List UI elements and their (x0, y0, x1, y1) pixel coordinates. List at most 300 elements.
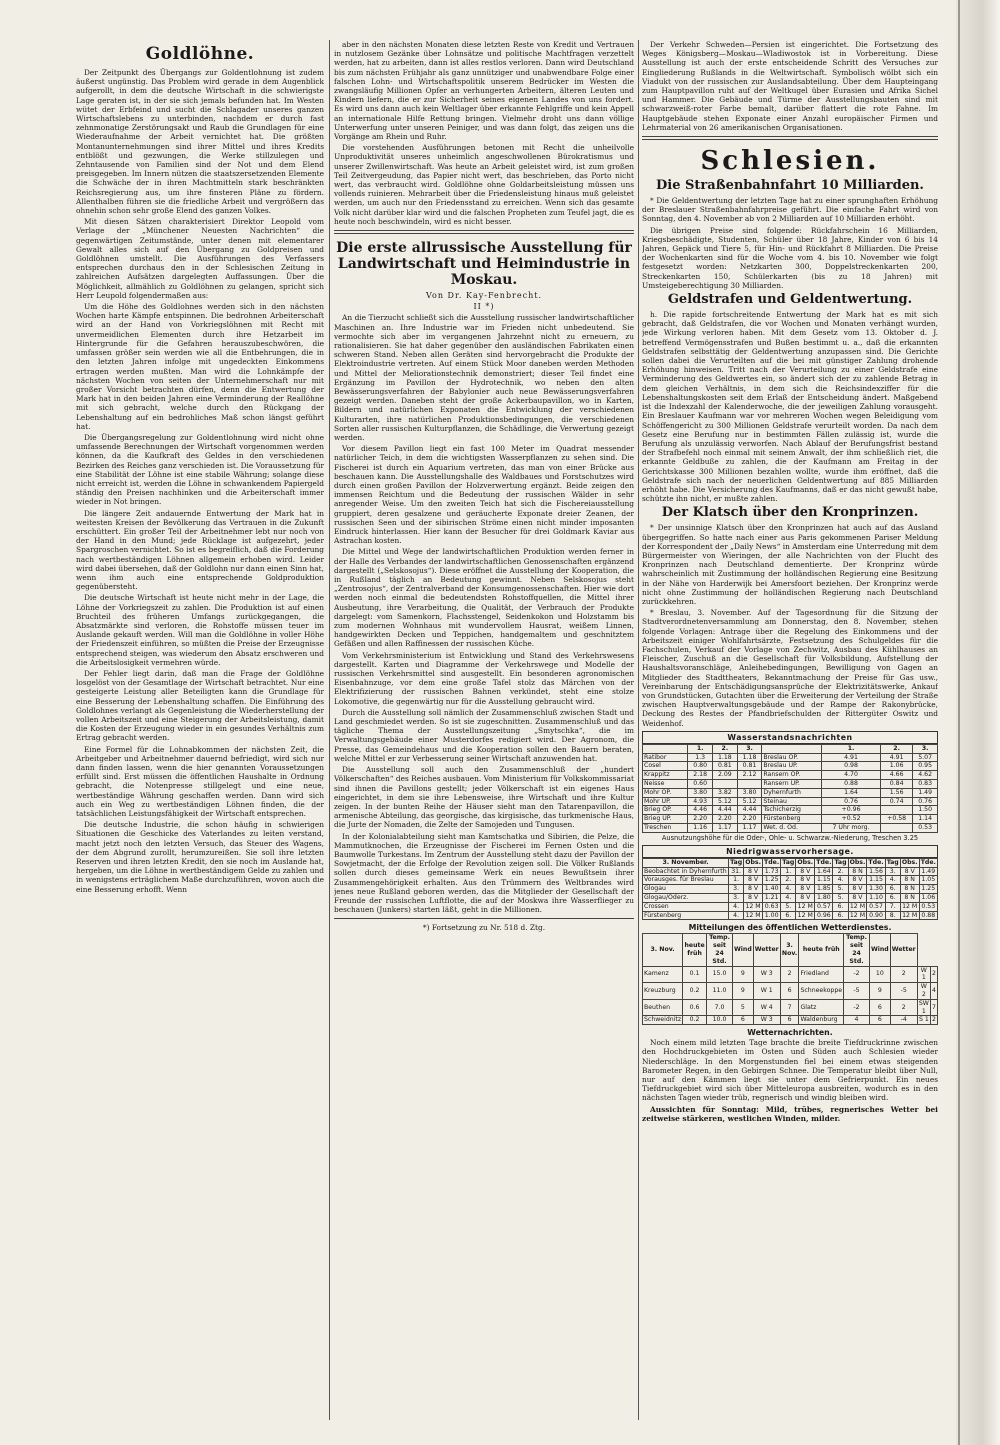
paragraph: Um die Höhe des Goldlohnes werden sich in den nächsten Wochen harte Kämpfe entspinnen. Die bedrohnen Arbeiterschaft wird an der Hand von Vorkriegslöhnen mit Recht mit unvermeidlichen Elementen durch ihre Hetzarbeit im Hintergrunde für die Gefahren herauszubeschwören, die umfassen größer sein werden wie all die Entbehrungen, die in den letzten Jahren infolge mit ungedeckten Einkommens ertragen werden mußten. Man wird die Lohnkämpfe der nächsten Wochen von seiten der Unternehmerschaft nur mit großer Vorsicht betrachten dürfen, denn die Entwertung der Mark hat in den beiden Jahren eine Verminderung der Reallöhne mit sich gebracht, welche durch den Rückgang der Lebenshaltung auf ein bedrohliches Maß schon längst geführt hat. (76, 302, 324, 431)
table-cell: 2.18 (688, 771, 713, 780)
table-cell: 4.91 (822, 753, 881, 762)
water-level-table (642, 744, 938, 833)
table-cell: -2 (844, 966, 870, 983)
paragraph: Vor diesem Pavillon liegt ein fast 100 Meter im Quadrat messender natürlicher Teich, in dem die wichtigsten Wasserpflanzen zu sehen sind. Die Fischerei ist durch ein Aquarium vertreten, das man von einer Brücke aus beschauen kann. Die Ausstellungshalle des Waldbaues und Forstschutzes wird durch einen großen Pavillon der Holzverwertung ergänzt. Beide zeigen den immensen Reichtum und die Bedeutung der russischen Wälder in sehr anregender Weise. Um den zweiten Teich hat sich die Fischereiausstellung gruppiert, deren gesalzene und geräucherte Exponate dreier Zeanen, der russischen Seen und der sibirischen Ströme einen nicht minder imposanten Eindruck hinterlassen. Hier kann der Besucher für drei Goldmark Kaviar aus Astrachan kosten. (334, 444, 634, 546)
table-cell: 1.17 (713, 823, 738, 832)
table-cell: Wet. d. Od. (762, 823, 822, 832)
table-cell: 8 V (796, 893, 815, 902)
table-cell: 0.6 (683, 999, 707, 1016)
table-cell: Glogau (643, 885, 729, 894)
table-cell: 8. (885, 911, 900, 920)
table-cell: 0.90 (867, 911, 885, 920)
paragraph: Mit diesen Sätzen charakterisiert Direktor Leopold vom Verlage der „Münchener Neuesten Nachrichten“ die gegenwärtigen Zeitumstände, unter denen mit elementarer Gewalt alles sich auf den Übergang zu Goldpreisen und Goldlöhnen umstellt. Die Ausführungen des Verfassers entsprechen durchaus den in der Schlesischen Zeitung in zahlreichen Aufsätzen dargelegten Auffassungen. Über die Möglichkeit, allmählich zu Goldlöhnen zu gelangen, spricht sich Herr Leupold folgendermaßen aus: (76, 217, 324, 300)
article-body-money (642, 310, 938, 503)
table-row (643, 823, 938, 832)
paragraph: An die Tierzucht schließt sich die Ausstellung russischer landwirtschaftlicher Maschinen an. Ihre Industrie war im Frieden nicht unbedeutend. Sie vermochte sich aber im vergangenen Jahrzehnt nicht zu erneuern, zu rationalisieren. Sie hat daher gegenüber den ausländischen Fabrikaten einen schweren Stand. Neben allen Geräten sind hervorgebracht die Produkte der Elektroindustrie vertreten. Auf einem Stück Moor daneben werden Methoden und Mittel der Meliorationstechnik demonstriert; dieser Teil findet eine Ergänzung im Pavillon der Hydrotechnik, wo neben den alten Bewässerungsverfahren der Babylonier auch neue Bewässerungsverfahren gezeigt werden. Daneben steht der große Ackerbaupavillon, wo in Karten, Bildern und natürlichen Exponaten die Entwicklung der verschiedenen Kulturarten, ihre natürlichen Produktionsbedingungen, die verschiedenen Sorten aller russischen Kulturpflanzen, die Schädlinge, die Verwertung gezeigt werden. (334, 313, 634, 442)
table-cell: 15.0 (707, 966, 733, 983)
table-cell: 2.20 (713, 815, 738, 824)
paragraph: h. Die rapide fortschreitende Entwertung der Mark hat es mit sich gebracht, daß Geldstrafen, die vor Wochen und Monaten verhängt wurden, jede Wirkung verloren haben. Mit dem Gesetz vom 13. Oktober d. J. betreffend Vermögensstrafen und Bußen bestimmt u. a., daß die erkannten Geldstrafen selbsttätig der Geldentwertung anzupassen sind. Die Gerichte sollen dabei die Verurteilten auf die bei mit günstiger Zahlung drohende Erhöhung hinweisen. Tritt nach der Verurteilung zu einer Geldstrafe eine Verminderung des Geldwertes ein, so ändert sich der zu zahlende Betrag in dem gleichen Verhältnis, in dem sich die Reichsindexziffer für die Lebenshaltungskosten seit dem Erlaß der Entscheidung ändert. Maßgebend ist die Indexzahl der Kalenderwoche, die der jeweiligen Zahlung vorausgeht. Ein Breslauer Kaufmann war vor mehreren Wochen wegen Beleidigung vom Schöffengericht zu 300 Millionen Geldstrafe verurteilt worden. Da nach dem Gesetz eine Berufung nur in bestimmten Fällen zulässig ist, wurde die Berufung als unzulässig verworfen. Nach Ablauf der Berufungsfrist bestand der Strafbefehl noch einmal mit seinem Anwalt, der ihm schließlich riet, die erkannte Geldbuße zu zahlen, die der Kaufmann am Freitag in der Gerichtskasse 300 Millionen bezahlen wollte, wurde ihm eröffnet, daß die Geldstrafe sich nach der neuerlichen Geldentwertung auf 885 Milliarden erhöht habe. Die Versicherung des Kaufmanns, daß er das nicht gewußt habe, schützte ihn nicht, er mußte zahlen. (642, 310, 938, 504)
table-cell: Schweidnitz (644, 1016, 682, 1024)
table-row (643, 797, 938, 806)
table-cell: 10.0 (707, 1016, 733, 1025)
table-cell: 4.44 (713, 806, 738, 815)
table-cell: Neisse (643, 779, 688, 788)
paragraph: aber in den nächsten Monaten diese letzten Reste von Kredit und Vertrauen in nutzlosem Gezänke über Lohnsätze und politische Machtfragen verzettelt werden, hat zu arbeiten, dann ist alles restlos verloren. Dann wird Deutschland bis zum nächsten Frühjahr als ganz unnütziger und unabwendbare Folge einer falschen Lohn- und Wirtschaftspolitik unserem Bedrücker im Westen die zwangsläufig Millionen Opfer an verhungerten Arbeitern, älteren Leuten und Kindern liefern, die er zur Sicherheit seines eigenen Landes von uns fordert. Es wird uns dann auch kein Weltlager über erkannte Fehlgriffe und kein Appell an internationale Hilfe Rettung bringen. Vielmehr droht uns dann völlige Unterwerfung unter unseren Peiniger, und was dann folgt, das zeigen uns die Vorgänge am Rhein und Ruhr. (334, 40, 634, 142)
low-water-date: 3. November. (643, 858, 729, 867)
table-cell: 0.53 (913, 823, 938, 832)
table-cell: 10 (869, 966, 890, 983)
byline: Von Dr. Kay-Fenbrecht. (425, 291, 543, 301)
table-cell: 0.80 (688, 762, 713, 771)
table-cell: 5.07 (913, 753, 938, 762)
table-cell: 31. (729, 867, 744, 876)
paragraph: Die deutsche Wirtschaft ist heute nicht mehr in der Lage, die Löhne der Vorkriegszeit zu zahlen. Die Produktion ist auf einen Bruchteil des früheren Umfangs zurückgegangen, die Absatzmärkte sind verloren, die Rohstoffe müssen teuer im Auslande gekauft werden. Will man die Goldlöhne in voller Höhe der Friedenszeit einführen, so müßten die Preise der Erzeugnisse entsprechend steigen, was wiederum den Absatz erschweren und die Arbeitslosigkeit vermehren würde. (76, 593, 324, 667)
table-cell: 4.62 (913, 771, 938, 780)
table-header-cell: 3. (737, 744, 762, 753)
table-header-cell: Obs. (849, 858, 866, 866)
article-body-tram (642, 196, 938, 290)
table-cell: 1.49 (919, 867, 937, 876)
table-cell: 0.74 (880, 797, 912, 806)
table-cell: 8 V (796, 867, 815, 876)
section-title-schlesien: Schlesien. (700, 146, 880, 177)
weather-obs-title: Mitteilungen des öffentlichen Wetterdienstes. (688, 923, 892, 933)
table-cell: Brieg OP. (643, 806, 688, 815)
forecast-outlook: Aussichten für Sonntag: Mild, trübes, regnerisches Wetter bei zeitweise stärkeren, westlichen Winden, milder. (642, 1104, 938, 1123)
table-row (643, 999, 938, 1016)
table-cell: 12 M (902, 911, 918, 919)
table-cell: 1.25 (762, 876, 780, 885)
table-cell: 4. (729, 902, 744, 911)
table-cell: 3. (729, 885, 744, 894)
table-cell: 6. (885, 885, 900, 894)
table-cell: 0.98 (822, 762, 881, 771)
table-header-cell: 2. (713, 744, 738, 753)
divider (642, 136, 938, 140)
table-row (643, 1016, 938, 1025)
table-cell: 2.12 (737, 771, 762, 780)
table-cell: 8 N (848, 867, 867, 876)
table-header-cell: Temp. seit 24 Std. (707, 934, 733, 966)
table-cell: Beobachtet in Dyhernfurth (644, 867, 727, 875)
table-cell: 0.88 (822, 779, 881, 788)
table-cell: +0.58 (880, 815, 912, 824)
table-cell: 12 M (797, 902, 813, 910)
article-title-crown: Der Klatsch über den Kronprinzen. (661, 505, 919, 521)
table-cell: 4. (781, 885, 796, 894)
table-header-cell: Tag (730, 858, 743, 866)
table-row (643, 762, 938, 771)
paragraph: Die Übergangsregelung zur Goldentlohnung wird nicht ohne umfassende Berechnungen der Wirtschaft vorgenommen werden können, da die Kaufkraft des Geldes in den verschiedenen Bezirken des Reiches ganz verschieden ist. Die Voraussetzung für eine Stabilität der Löhne ist eine stabile Währung; solange diese nicht erreicht ist, werden die Löhne in schwankendem Papiergeld ständig den Preisen nachhinken und die Arbeiterschaft immer wieder in Not bringen. (76, 432, 324, 507)
paragraph: Der Verkehr Schweden—Persien ist eingerichtet. Die Fortsetzung des Weges Königsberg—Moskau—Wladiwostok ist in Vorbereitung. Diese Ausstellung ist auch der erste entscheidende Schritt des Versuches zur Eingliederung Rußlands in die Weltwirtschaft. Symbolisch wölbt sich ein Viadukt von der russischen zur Auslandsabteilung. Über dem Haupteingang zum Hauptpavillon ruht auf der Weltkugel über Eurasien und Afrika Sichel und Hammer. Die Gebäude und Türme der Ausstellungsbauten sind mit schwarzweiß-roter Farbe bemalt, darüber flattert die rote Fahne. Im Hauptgebäude stehen Exponate einer Anzahl europäischer Firmen und Lehrmaterial von 26 amerikanischen Organisationen. (642, 40, 938, 132)
table-cell: 8 V (848, 893, 867, 902)
table-row (643, 771, 938, 780)
table-cell: Ransern OP. (762, 771, 822, 780)
table-cell: 1.21 (762, 893, 780, 902)
table-cell: 1.49 (913, 788, 938, 797)
paragraph: Die Mittel und Wege der landwirtschaftlichen Produktion werden ferner in der Halle des Verbandes der landwirtschaftlichen Genossenschaften ergänzend dargestellt („Selskosojus“). Diese eröffnet die Ausstellung der Kooperation, die in Rußland täglich an Bedeutung gewinnt. Neben Selskosojus steht „Zentrosojus“, der Zentralverband der Konsumgenossenschaften. Hier wie dort werden noch einmal die bedeutendsten Rohstoffquellen, die Mittel ihrer Ausbeutung, ihre Verarbeitung, die Qualität, der Verbrauch der Produkte dargelegt: vom Samenkorn, Flachsstengel, Seidenkokon und Holzstamm bis zum modernen Wohnhaus mit wundervollem Hausrat, weißem Linnen, handgewirkten Decken und Teppichen, handgemaltem und geschnitztem Gefäßen und allen Raffinessen der russischen Küche. (334, 547, 634, 649)
table-cell: 1.17 (737, 823, 762, 832)
table-cell: 12 M (745, 911, 761, 919)
table-cell: 8 V (744, 885, 763, 894)
paragraph: Der Zeitpunkt des Übergangs zur Goldentlohnung ist zudem äußerst ungünstig. Das Problem wird gerade in dem Augenblick aufgerollt, in dem die deutsche Wirtschaft in die schwierigste Lage geraten ist, in der sie sich jemals befunden hat. Im Westen wütet der Erbfeind und sucht die Schlagader unseres ganzen Wirtschaftslebens zu unterbinden, nachdem er durch fast zehnmonatige Zerstörungsakt und Raub die Grundlagen für eine Wiederaufnahme der Arbeit vernichtet hat. Die größten Montanunternehmungen sind ihrer Mittel und ihres Kredits entblößt und gezwungen, die Werke stillzulegen und Zehntausende von Familien sind der Not und dem Elend preisgegeben. Im Innern nützen die staatszersetzenden Elemente die Schwäche der in ihren Machtmitteln stark beschränkten Reichsregierung aus, um ihre finsteren Pläne zu fördern. Allenthalben führen sie die friedliche Arbeit und vergrößern das ohnehin schon sehr große Elend des ganzen Volkes. (76, 68, 324, 216)
table-cell: 0.76 (822, 797, 881, 806)
table-cell: 1.85 (815, 885, 833, 894)
table-cell: +0.52 (822, 815, 881, 824)
table-row (643, 788, 938, 797)
table-cell: -5 (890, 983, 917, 1000)
paragraph: Vom Verkehrsministerium ist Entwicklung und Stand des Verkehrswesens dargestellt. Karten und Diagramme der Verkehrswege und Modelle der russischen Verkehrsmittel sind ausgestellt. Ein besonderen agronomischen Eisenbahnzuge, vor dem eine große Tafel stolz das Märchen von der Elektrifizierung der russischen Bahnen verkündet, steht eine stolze Lokomotive, die gegenwärtig nur für die Ausstellung gebraucht wird. (334, 650, 634, 706)
table-cell: 8 V (744, 893, 763, 902)
table-cell: 1.06 (919, 893, 937, 902)
table-cell: Mohr UP. (643, 797, 688, 806)
paragraph: * Die Geldentwertung der letzten Tage hat zu einer sprunghaften Erhöhung der Breslauer Straßenbahnfahrpreise geführt. Die einfache Fahrt wird von Sonntag, den 4. November ab von 2 Milliarden auf 10 Milliarden erhöht. (642, 196, 938, 224)
table-cell: Fürstenberg (643, 911, 729, 920)
article-body-goldloehne (76, 68, 324, 894)
table-cell: 8 V (796, 885, 815, 894)
table-cell: Schneekoppe (799, 983, 844, 1000)
table-cell: 11.0 (707, 983, 733, 1000)
table-cell: 8 V (744, 867, 763, 876)
table-header-cell: Tag (782, 858, 795, 866)
table-cell: 1.18 (713, 753, 738, 762)
table-cell: 1.00 (762, 911, 780, 920)
table-cell: -4 (890, 1016, 917, 1025)
paragraph: * Der unsinnige Klatsch über den Kronprinzen hat auch auf das Ausland übergegriffen. So hatte nach einer aus Paris gekommenen Pariser Meldung der Korrespondent der „Daily News“ in Amsterdam eine Unterredung mit dem Bürgermeister von Wieringen, der alle Nachrichten von der Flucht des Kronprinzen nach Deutschland dementierte. Der Kronprinz würde wahrscheinlich mit Zustimmung der holländischen Regierung eine Besitzung in der Nähe von Harderwijk bei Amersfoort beziehen. Der Kronprinz werde nicht ohne Zustimmung der holländischen Regierung nach Deutschland zurückkehren. (642, 523, 938, 606)
column-schlesien (642, 40, 938, 1420)
table-cell: 8 V (900, 867, 919, 876)
table-header-cell: Wetter (890, 934, 917, 966)
table-cell: 7.0 (707, 999, 733, 1016)
table-row (643, 902, 938, 911)
table-cell: W 2 (917, 983, 930, 1000)
table-cell: 0.63 (762, 902, 780, 911)
table-cell: 1.10 (867, 893, 885, 902)
article-continuation-top (642, 40, 938, 132)
table-cell: Breslau OP. (762, 753, 822, 762)
table-header-cell: Tde. (920, 858, 936, 866)
table-cell: 1.56 (867, 867, 885, 876)
table-cell: 12 M (902, 902, 918, 910)
paragraph: * Breslau, 3. November. Auf der Tagesordnung für die Sitzung der Stadtverordnetenversammlung am Donnerstag, den 8. November, stehen folgende Vorlagen: Antrage über die Regelung des Einkommens und der Arbeitszeit einiger Wohlfahrtsärzte, Festsetzung des Schulgeldes für die Fachschulen, Verkauf der Vorlage von Zechwitz, Ausbau des Kühlhauses an Fleischer, Zuschuß an die Gesellschaft für Volksbildung, Aufstellung der Haushaltsvoranschläge, Anleihebedingungen, Bewilligung von Gagen an Mitglieder des Stadttheaters, Bekanntmachung der Preise für Gas usw., Vereinbarung der Entschädigungsansprüche der Elektrizitätswerke, Ankauf von Grundstücken, Gutachten über die Erweiterung der Verteilung der Straße zwischen Hauptverwaltungsgebäude und der Rampe der Rakonybrücke, Deckung des Restes der Pfandbriefschulden der Rittergüter Oswitz und Weidenhof. (642, 608, 938, 728)
table-cell: 1. (729, 876, 744, 885)
table-cell: 0.84 (880, 779, 912, 788)
table-cell: 6. (833, 911, 848, 920)
table-header-cell: heute früh (683, 934, 707, 966)
table-cell: 7 (780, 999, 799, 1016)
table-cell: 5. (833, 885, 848, 894)
table-cell: 9 (732, 966, 753, 983)
table-header-cell: 1. (822, 744, 881, 753)
table-cell: Cosel (643, 762, 688, 771)
table-row (643, 885, 938, 894)
table-cell: Steinau (762, 797, 822, 806)
table-cell: 8 V (848, 885, 867, 894)
table-row (643, 893, 938, 902)
table-cell: 2 (890, 966, 917, 983)
table-cell: 0.53 (919, 902, 937, 911)
table-cell: Glatz (799, 999, 844, 1016)
table-cell: 8 V (796, 876, 815, 885)
table-cell: W 3 (753, 1016, 780, 1025)
article-title-goldloehne: Goldlöhne. (145, 44, 255, 64)
table-header-cell: 2. (880, 744, 912, 753)
table-cell: Vorausges. für Breslau (643, 876, 729, 885)
table-cell: 0.81 (713, 762, 738, 771)
table-cell: 12 M (797, 911, 813, 919)
article-title-money: Geldstrafen und Geldentwertung. (667, 292, 913, 308)
forecast-text: Noch einem mild letzten Tage brachte die breite Tiefdruckrinne zwischen den Hochdruckgebieten im Osten und Süden auch Schlesien wieder Niederschläge. In den Morgenstunden fiel bei einem etwas steigenden Barometer Regen, in den Gebirgen Schnee. Die Temperatur bleibt über Null, nur auf den Kämmen liegt sie unter dem Gefrierpunkt. Ein neues Tiefdruckgebiet wird sich über Mitteleuropa ausbreiten, wodurch es in den nächsten Tagen wieder trüb, regnerisch und windig bleiben wird. (642, 1038, 938, 1103)
table-cell: 6 (869, 1016, 890, 1025)
table-cell: 8 N (900, 893, 919, 902)
table-cell: Ransern UP. (762, 779, 822, 788)
table-cell: 1.25 (919, 885, 937, 894)
table-cell: 6. (781, 911, 796, 920)
table-cell: 8 N (900, 885, 919, 894)
table-cell: Brieg UP. (643, 815, 688, 824)
table-cell: 9 (869, 983, 890, 1000)
table-header-cell: 1. (688, 744, 713, 753)
table-cell: 1.15 (815, 876, 833, 885)
table-header-cell: heute früh (799, 934, 844, 966)
table-cell: 5 (732, 999, 753, 1016)
table-cell: 0.81 (737, 762, 762, 771)
table-header-cell: Tag (834, 858, 847, 866)
table-cell: 2 (890, 999, 917, 1016)
page-fold (956, 0, 1000, 1445)
table-cell: 1.80 (815, 893, 833, 902)
table-cell (880, 806, 912, 815)
table-cell: W 1 (917, 966, 930, 983)
table-header-cell: 3. Nov. (780, 934, 799, 966)
table-cell: Kamenz (643, 966, 683, 983)
table-cell: 6 (869, 999, 890, 1016)
table-cell: Fürstenberg (762, 815, 822, 824)
table-row (643, 966, 938, 983)
table-header-cell: Temp. seit 24 Std. (844, 934, 870, 966)
table-cell: 0.60 (688, 779, 713, 788)
table-header-cell: Tag (886, 858, 899, 866)
table-row (643, 815, 938, 824)
table-cell: 4.70 (822, 771, 881, 780)
table-cell: 1.05 (919, 876, 937, 885)
column-goldloehne (76, 40, 324, 1420)
divider (334, 230, 634, 234)
table-row (643, 806, 938, 815)
paragraph: Die längere Zeit andauernde Entwertung der Mark hat in weitesten Kreisen der Bevölkerung das Vertrauen in die Zukunft erschüttert. Ein großer Teil der Arbeitnehmer lebt nur noch von der Hand in den Mund; jede Rücklage ist aufgezehrt, jeder Spargroschen vernichtet. So ist es begreiflich, daß die Forderung nach wertbeständigen Löhnen allgemein erhoben wird. Leider wird dabei übersehen, daß der Goldlohn nur dann einen Sinn hat, wenn ihm auch eine entsprechende Goldproduktion gegenübersteht. (76, 508, 324, 592)
table-cell: 4. (781, 893, 796, 902)
table-cell: 1.50 (913, 806, 938, 815)
forecast-title: Wetternachrichten. (747, 1028, 833, 1038)
table-cell: 1.30 (867, 885, 885, 894)
paragraph: In der Kolonialabteilung sieht man Kamtschatka und Sibirien, die Pelze, die Mammutknochen, die Erzeugnisse der Fischerei im Fernen Osten und die Baumwolle Turkestans. Im Zentrum der Ausstellung steht dazu der Pavillon der Sowjetmacht, der die Erfolge der Revolution zeigen soll. Die Völker Rußlands sollen durch dieses gemeinsame Werk ein neues Bewußtsein ihrer Zusammengehörigkeit erhalten. Aus den Trümmern des Weltbrandes wird jenes neue Rußland geboren werden, das die Mitglieder der Gesellschaft der Freunde der russischen Luftflotte, die auf der Moskwa ihre Wasserflieger zu beschauen (Junkers) starten läßt, geht in die Millionen. (334, 831, 634, 915)
table-cell: 6 (780, 1016, 799, 1025)
table-header-cell: 3. (913, 744, 938, 753)
table-header-cell: Wetter (753, 934, 780, 966)
table-cell: W 4 (753, 999, 780, 1016)
table-cell: Beuthen (643, 999, 683, 1016)
page-fold-line (958, 0, 960, 1445)
article-continuation (334, 40, 634, 226)
table-cell: 2.20 (688, 815, 713, 824)
table-cell: 4.91 (880, 753, 912, 762)
table-cell: +0.96 (822, 806, 881, 815)
table-cell: 8 V (848, 876, 867, 885)
table-row (643, 753, 938, 762)
table-cell: 3.82 (713, 788, 738, 797)
table-cell: 1.16 (688, 823, 713, 832)
table-cell: 12 M (849, 902, 866, 910)
table-cell: -5 (844, 983, 870, 1000)
paragraph: Durch die Ausstellung soll nämlich der Zusammenschluß zwischen Stadt und Land geschmiedet werden. So ist sie zugeschnitten. Zusammenschluß und das tägliche Thema der Ausstellungszeitung „Smytschka“, die im Verwaltungsgebäude einer Musterdorfes redigiert wird. Der Agronom, die Presse, das Gemeindehaus und die Kooperation sollen den Bauern beraten, welche Mittel er zur Verbesserung seiner Wirtschaft anzuwenden hat. (334, 707, 634, 763)
table-cell: 1.73 (762, 867, 780, 876)
table-cell (713, 779, 738, 788)
table-row (643, 911, 938, 920)
table-cell: 0.1 (683, 966, 707, 983)
table-cell: 1. (781, 867, 796, 876)
table-cell (737, 779, 762, 788)
article-title-moskau: Die erste allrussische Ausstellung für Landwirtschaft und Heimindustrie in Moskau. (336, 240, 632, 289)
table-header-cell: Wind (732, 934, 753, 966)
table-cell: 12 M (745, 902, 761, 910)
table-cell: 6 (780, 983, 799, 1000)
table-cell: 6 (732, 1016, 753, 1025)
table-cell: Krappitz (643, 771, 688, 780)
table-cell: 0.57 (867, 902, 885, 911)
table-cell (880, 823, 912, 832)
table-cell: 0.57 (815, 902, 833, 911)
table-cell: 0.95 (913, 762, 938, 771)
table-cell: 1.56 (880, 788, 912, 797)
table-cell: 1.15 (867, 876, 885, 885)
table-cell: 0.76 (913, 797, 938, 806)
table-cell: Tschicherzig (762, 806, 822, 815)
table-cell: 5.12 (737, 797, 762, 806)
table-cell: 0.96 (815, 911, 833, 920)
table-header-cell: Obs. (901, 858, 918, 866)
paragraph: Eine Formel für die Lohnabkommen der nächsten Zeit, die Arbeitgeber und Arbeitnehmer dauernd befriedigt, wird sich nur dann finden lassen, wenn die hier genannten Voraussetzungen erfüllt sind. Erst müssen die öffentlichen Haushalte in Ordnung gebracht, die Notenpresse stillgelegt und eine neue, wertbeständige Währung geschaffen werden. Dann wird sich auch ein Weg zu wertbeständigen Löhnen finden, die der tatsächlichen Leistungsfähigkeit der Wirtschaft entsprechen. (76, 744, 324, 819)
paragraph: Die vorstehenden Ausführungen betonen mit Recht die unheilvolle Unproduktivität unseres unheimlich angeschwollenen Bürokratismus und unserer Zwillenwirtschaft. Was heute an Arbeit geleistet wird, ist zum großen Teil Zeitvergeudung, das Papier nicht wert, das beschrieben, das Porto nicht wert, das verbraucht wird. Goldlöhne ohne Goldarbeitsleistung müssen uns vollends ruinieren. Mehrarbeit über die Friedensleistung hinaus muß geleistet werden, um auch nur den Friedensstand zu erreichen. Wenn sich das gesamte Volk nicht darüber klar wird und die falschen Propheten zum Teufel jagt, die es heute noch beschwindeln, wird es nicht besser. (334, 143, 634, 226)
table-header-cell: Obs. (745, 858, 761, 866)
table-cell: 5.12 (713, 797, 738, 806)
table-cell: Glogau/Oderz. (643, 893, 729, 902)
footnote: *) Fortsetzung zu Nr. 518 d. Ztg. (422, 923, 546, 933)
table-cell: 4 (931, 983, 938, 1000)
table-row (643, 779, 938, 788)
table-cell: 0.2 (683, 1016, 707, 1025)
table-cell: 8 N (900, 876, 919, 885)
paragraph: Der Fehler liegt darin, daß man die Frage der Goldlöhne losgelöst von der Gesamtlage der Wirtschaft betrachtet. Nur eine gesteigerte Leistung aller Beteiligten kann die Grundlage für eine Besserung der Lebenshaltung schaffen. Die Einführung des Goldlohnes verlangt als Gegenleistung die Wiederherstellung der vollen Arbeitszeit und eine Steigerung der Arbeitsleistung, damit die Kosten der Erzeugung wieder in ein gesundes Verhältnis zum Ertrag gebracht werden. (76, 669, 324, 743)
part-number: II *) (473, 302, 495, 312)
table-header-cell (643, 744, 688, 753)
table-cell: Mohr OP. (643, 788, 688, 797)
table-cell: 5. (781, 902, 796, 911)
table-row (643, 867, 938, 876)
table-cell: W 3 (753, 966, 780, 983)
table-cell: 4 (844, 1016, 870, 1025)
table-cell: Kreuzburg (643, 983, 683, 1000)
table-cell: Crossen (643, 902, 729, 911)
table-cell: W 1 (753, 983, 780, 1000)
table-cell: 2 (780, 966, 799, 983)
table-cell: 0.88 (919, 911, 937, 920)
table-header-cell: Wind (869, 934, 890, 966)
table-cell: Breslau UP. (762, 762, 822, 771)
table-cell: 1.18 (737, 753, 762, 762)
table-cell: Dyhernfurth (762, 788, 822, 797)
table-cell: 4. (833, 876, 848, 885)
water-level-note: Ausnutzungshöhe für die Oder-, Ohle- u. Schwarzw.-Niederung, Treschen 3.25 (661, 833, 919, 842)
table-cell: Friedland (799, 966, 844, 983)
table-cell: 1.3 (688, 753, 713, 762)
table-cell: 9 (732, 983, 753, 1000)
table-cell: 4.93 (688, 797, 713, 806)
table-cell: 3.80 (688, 788, 713, 797)
article-body-crown (642, 523, 938, 727)
table-header-cell: Tde. (764, 858, 780, 866)
column-rule (638, 40, 639, 1420)
low-water-title: Niedrigwasservorhersage. (642, 845, 938, 858)
table-cell: Waldenburg (799, 1016, 844, 1025)
table-cell: 5. (833, 893, 848, 902)
table-cell: 7 (931, 999, 938, 1016)
table-cell: 7. (885, 902, 900, 911)
table-cell: 2 (931, 966, 938, 983)
table-cell: 3. (885, 867, 900, 876)
table-cell: 2 (932, 1016, 936, 1024)
divider (334, 918, 634, 919)
table-cell: 1.14 (913, 815, 938, 824)
table-cell: 1.06 (880, 762, 912, 771)
table-cell: 1.64 (815, 867, 833, 876)
table-cell: 0.83 (913, 779, 938, 788)
paragraph: Die deutsche Industrie, die schon häufig in schwierigen Situationen die Geschicke des Vaterlandes zu leiten verstand, macht jetzt noch den letzten Versuch, das Steuer des Wagens, der dem Abgrund zurollt, herumzureißen. Sie soll ihre letzten Reserven und ihren letzten Kredit, den sie noch im Auslande hat, hergeben, um die Löhne in wertbeständigem Gelde zu zahlen und in wenigstens erträglichem Maße durchzuführen, wovon auch die eine Besserung erhofft. Wenn (76, 820, 324, 894)
table-cell: 2.20 (737, 815, 762, 824)
table-cell: 3.80 (737, 788, 762, 797)
table-cell: -2 (844, 999, 870, 1016)
table-cell: 6. (833, 902, 848, 911)
table-cell: 2.09 (713, 771, 738, 780)
paragraph: Die übrigen Preise sind folgende: Rückfahrschein 16 Milliarden, Kriegsbeschädigte, Studenten, Schüler über 18 Jahre, Kinder von 6 bis 14 Jahren, Gepäck und Tiere 5, für Hin- und Rückfahrt 8 Milliarden. Die Preise der Wochenkarten sind für die Woche vom 4. bis 10. November wie folgt festgesetzt worden: Netzkarten 300, Doppelstreckenkarten 200, Streckenkarten 150, Schülerkarten (bis zu 18 Jahren) mit Umsteigeberechtigung 30 Milliarden. (642, 225, 938, 290)
table-header-cell (762, 744, 822, 753)
table-cell: 4.44 (737, 806, 762, 815)
table-cell: 4. (885, 876, 900, 885)
column-moskau (334, 40, 634, 1420)
table-cell: S 1 (918, 1016, 929, 1024)
table-header-cell: Obs. (797, 858, 814, 866)
table-header-cell: 3. Nov. (643, 934, 683, 966)
paragraph: Die Ausstellung soll auch den Zusammenschluß der „hundert Völkerschaften“ des Reiches ausbauen. Vom Ministerium für Volkskommissariat sind ihnen die Pavillons gestellt; jeder Völkerschaft ist ein eigenes Haus eingerichtet, in dem sie ihre Lebensweise, ihre Wirtschaft und ihre Kultur zeigen. In der bunten Reihe der Häuser sieht man den Tatarenpavillon, die armenische Abteilung, das georgische, das kirgisische, das turkmenische Haus, die Jurte der Nomaden, die Zelte der Samojeden und Tungusen. (334, 765, 634, 830)
table-cell: 4. (729, 911, 744, 920)
table-cell: 1.64 (822, 788, 881, 797)
table-cell: 6. (885, 893, 900, 902)
table-cell: SW 1 (918, 999, 929, 1015)
table-cell: 3. (729, 893, 744, 902)
water-level-title: Wasserstandsnachrichten (642, 731, 938, 744)
table-cell: 2. (781, 876, 796, 885)
article-title-tram: Die Straßenbahnfahrt 10 Milliarden. (656, 178, 924, 194)
table-cell: 7 Uhr morg. (822, 823, 881, 832)
table-cell: 4.46 (688, 806, 713, 815)
weather-obs-table (642, 933, 938, 1025)
table-cell: 2. (833, 867, 848, 876)
column-rule (329, 40, 330, 1420)
table-cell: 4.66 (880, 771, 912, 780)
table-cell: 0.2 (683, 983, 707, 1000)
table-cell: Treschen (643, 823, 688, 832)
table-row (643, 876, 938, 885)
table-cell: 8 V (744, 876, 763, 885)
